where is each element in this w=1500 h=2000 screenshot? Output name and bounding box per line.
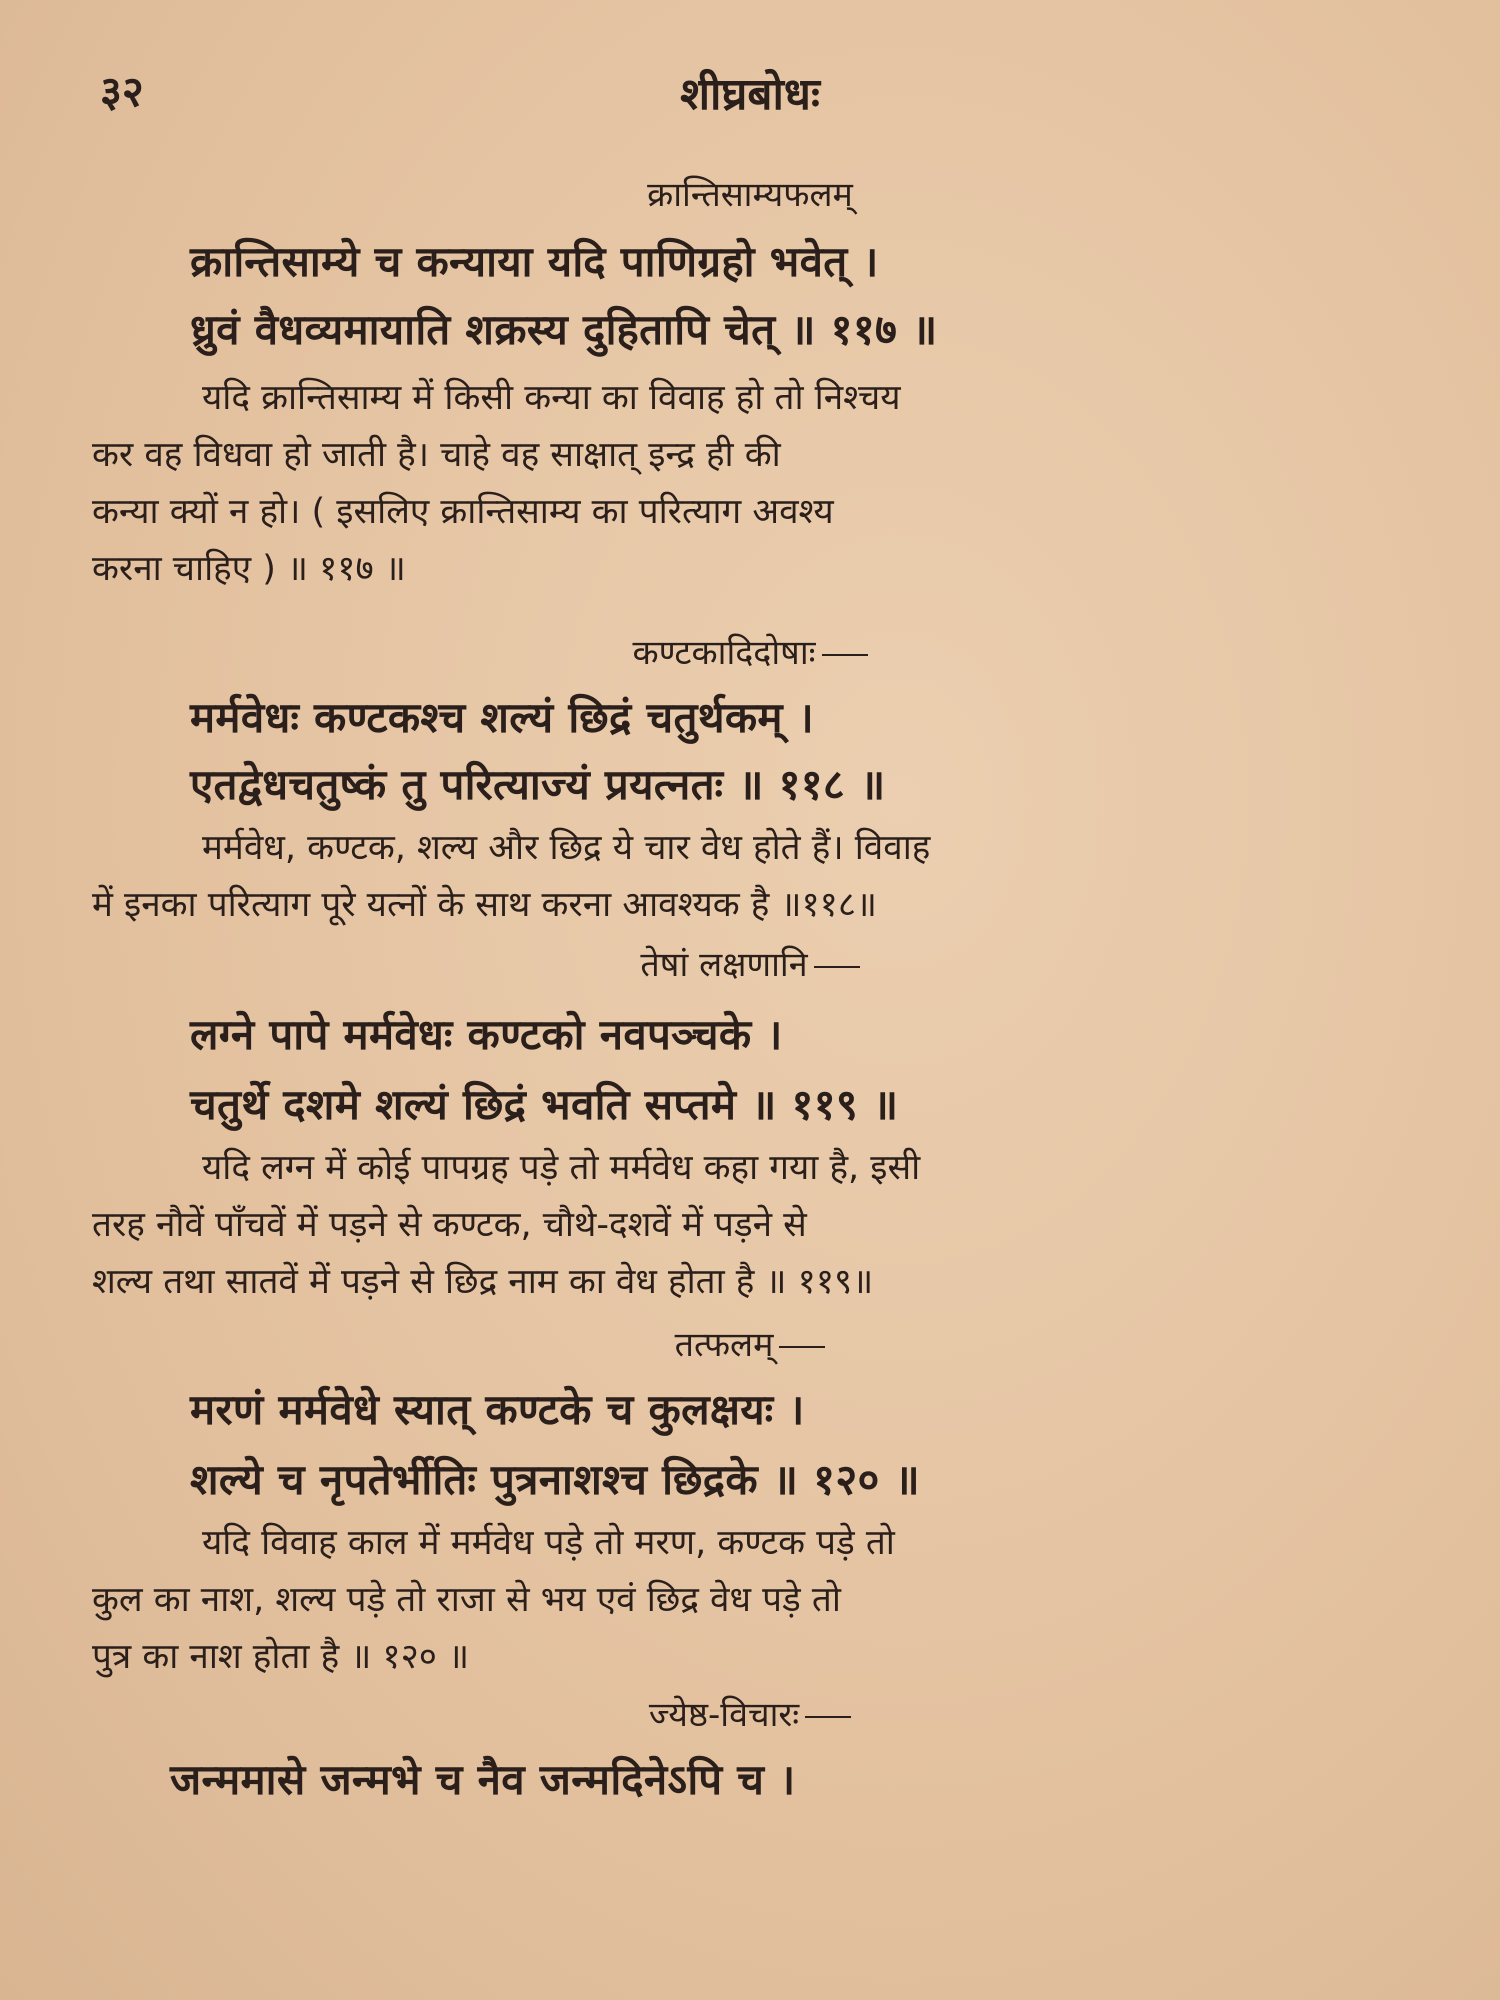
gloss-line: मर्मवेध, कण्टक, शल्य और छिद्र ये चार वेध होते हैं। विवाह [202,828,931,868]
gloss-paragraph [92,370,1472,598]
gloss-line: यदि लग्न में कोई पापग्रह पड़े तो मर्मवेध कहा गया है, इसी [202,1148,921,1188]
gloss-paragraph [92,820,1472,934]
verse-line: चतुर्थे दशमे शल्यं छिद्रं भवति सप्तमे ॥ ११९ ॥ [190,1080,899,1129]
gloss-line: पुत्र का नाश होता है ॥ १२० ॥ [92,1637,470,1677]
section-heading: तेषां लक्षणानि [0,940,1500,986]
gloss-line: शल्य तथा सातवें में पड़ने से छिद्र नाम का वेध होता है ॥ ११९॥ [92,1262,874,1302]
section-heading: क्रान्तिसाम्यफलम् [647,175,853,215]
gloss-line: में इनका परित्याग पूरे यत्नों के साथ करना आवश्यक है ॥११८॥ [92,885,878,925]
gloss-line: कर वह विधवा हो जाती है। चाहे वह साक्षात् इन्द्र ही की [92,435,781,475]
gloss-line: यदि विवाह काल में मर्मवेध पड़े तो मरण, कण्टक पड़े तो [202,1523,895,1563]
gloss-line: तरह नौवें पाँचवें में पड़ने से कण्टक, चौथे-दशवें में पड़ने से [92,1205,807,1245]
verse-line: एतद्वेधचतुष्कं तु परित्याज्यं प्रयत्नतः ॥ ११८ ॥ [190,760,886,809]
verse-line: मर्मवेधः कण्टकश्च शल्यं छिद्रं चतुर्थकम् । [190,693,814,742]
verse-line: जन्ममासे जन्मभे च नैव जन्मदिनेऽपि च । [170,1755,796,1804]
gloss-paragraph [92,1515,1472,1686]
verse-line: शल्ये च नृपतेर्भीतिः पुत्रनाशश्च छिद्रके ॥ १२० ॥ [190,1455,920,1504]
gloss-line: कन्या क्यों न हो। ( इसलिए क्रान्तिसाम्य का परित्याग अवश्य [92,492,834,532]
verse-line: क्रान्तिसाम्ये च कन्याया यदि पाणिग्रहो भवेत् । [190,237,879,286]
gloss-line: करना चाहिए ) ॥ ११७ ॥ [92,549,406,589]
section-heading: कण्टकादिदोषाः [0,628,1500,674]
gloss-line: यदि क्रान्तिसाम्य में किसी कन्या का विवाह हो तो निश्चय [202,378,901,418]
verse-line: ध्रुवं वैधव्यमायाति शक्रस्य दुहितापि चेत् ॥ ११७ ॥ [190,305,938,354]
page-number: ३२ [100,67,144,116]
gloss-paragraph [92,1140,1472,1311]
gloss-line: कुल का नाश, शल्य पड़े तो राजा से भय एवं छिद्र वेध पड़े तो [92,1580,841,1620]
section-heading: ज्येष्ठ-विचारः [0,1690,1500,1736]
section-heading: तत्फलम् [0,1320,1500,1366]
verse-line: लग्ने पापे मर्मवेधः कण्टको नवपञ्चके । [190,1010,783,1059]
running-title: शीघ्रबोधः [680,69,820,120]
verse-line: मरणं मर्मवेधे स्यात् कण्टके च कुलक्षयः । [190,1385,805,1434]
